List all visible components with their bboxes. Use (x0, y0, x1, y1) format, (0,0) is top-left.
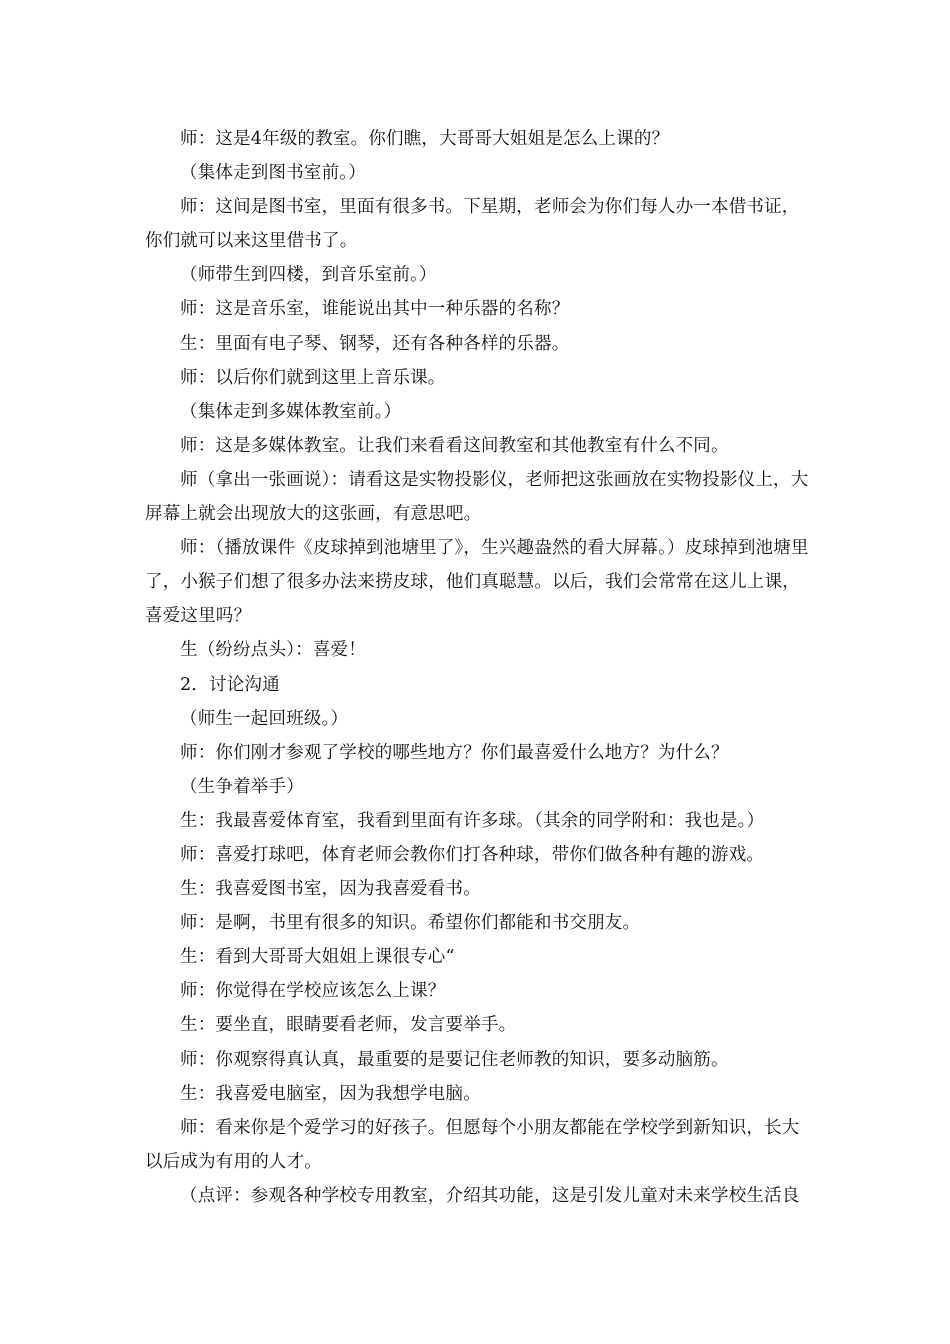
paragraph: 生：看到大哥哥大姐姐上课很专心“ (180, 947, 455, 968)
paragraph: 生：要坐直，眼睛要看老师，发言要举手。 (180, 1015, 517, 1036)
paragraph: （师生一起回班级。） (180, 708, 349, 729)
paragraph: 师：喜爱打球吧，体育老师会教你们打各种球，带你们做各种有趣的游戏。 (180, 844, 765, 865)
paragraph: 师：以后你们就到这里上音乐课。 (180, 367, 446, 388)
paragraph: 师：（播放课件《皮球掉到池塘里了》，生兴趣盎然的看大屏幕。）皮球掉到池塘里了，小猴子们想了很多办法来捞皮球，他们真聪慧。以后，我们会常常在这儿上课，喜爱这里吗？ (145, 538, 809, 627)
paragraph: 师（拿出一张画说）：请看这是实物投影仪，老师把这张画放在实物投影仪上，大屏幕上就会出现放大的这张画，有意思吧。 (145, 469, 809, 525)
paragraph: （点评：参观各种学校专用教室，介绍其功能，这是引发儿童对未来学校生活良 (180, 1185, 800, 1206)
paragraph: 师：这是多媒体教室。让我们来看看这间教室和其他教室有什么不同。 (180, 435, 729, 456)
paragraph: （集体走到图书室前。） (180, 163, 366, 184)
paragraph: （师带生到四楼，到音乐室前。） (180, 265, 437, 286)
paragraph: 师：你观察得真认真，最重要的是要记住老师教的知识，要多动脑筋。 (180, 1049, 729, 1070)
paragraph: 生（纷纷点头）：喜爱！ (180, 640, 366, 661)
paragraph: 师：这是音乐室，谁能说出其中一种乐器的名称？ (180, 299, 570, 320)
paragraph: 生：我喜爱图书室，因为我喜爱看书。 (180, 879, 481, 900)
document-body (145, 122, 810, 1213)
paragraph: （生争着举手） (180, 776, 304, 797)
paragraph: 师：这是4年级的教室。你们瞧，大哥哥大姐姐是怎么上课的？ (180, 129, 670, 149)
section-heading: 2．讨论沟通 (180, 674, 280, 695)
paragraph: 师：这间是图书室，里面有很多书。下星期，老师会为你们每人办一本借书证，你们就可以来这里借书了。 (145, 197, 800, 252)
paragraph: 生：里面有电子琴、钢琴，还有各种各样的乐器。 (180, 333, 570, 354)
paragraph: 师：看来你是个爱学习的好孩子。但愿每个小朋友都能在学校学到新知识，长大以后成为有用的人才。 (145, 1117, 800, 1172)
paragraph: 师：你觉得在学校应该怎么上课？ (180, 981, 446, 1002)
paragraph: 师：你们刚才参观了学校的哪些地方？你们最喜爱什么地方？为什么？ (180, 742, 729, 763)
paragraph: （集体走到多媒体教室前。） (180, 401, 402, 422)
paragraph: 生：我最喜爱体育室，我看到里面有许多球。（其余的同学附和：我也是。） (180, 810, 765, 831)
paragraph: 师：是啊，书里有很多的知识。希望你们都能和书交朋友。 (180, 913, 641, 934)
paragraph: 生：我喜爱电脑室，因为我想学电脑。 (180, 1083, 481, 1104)
